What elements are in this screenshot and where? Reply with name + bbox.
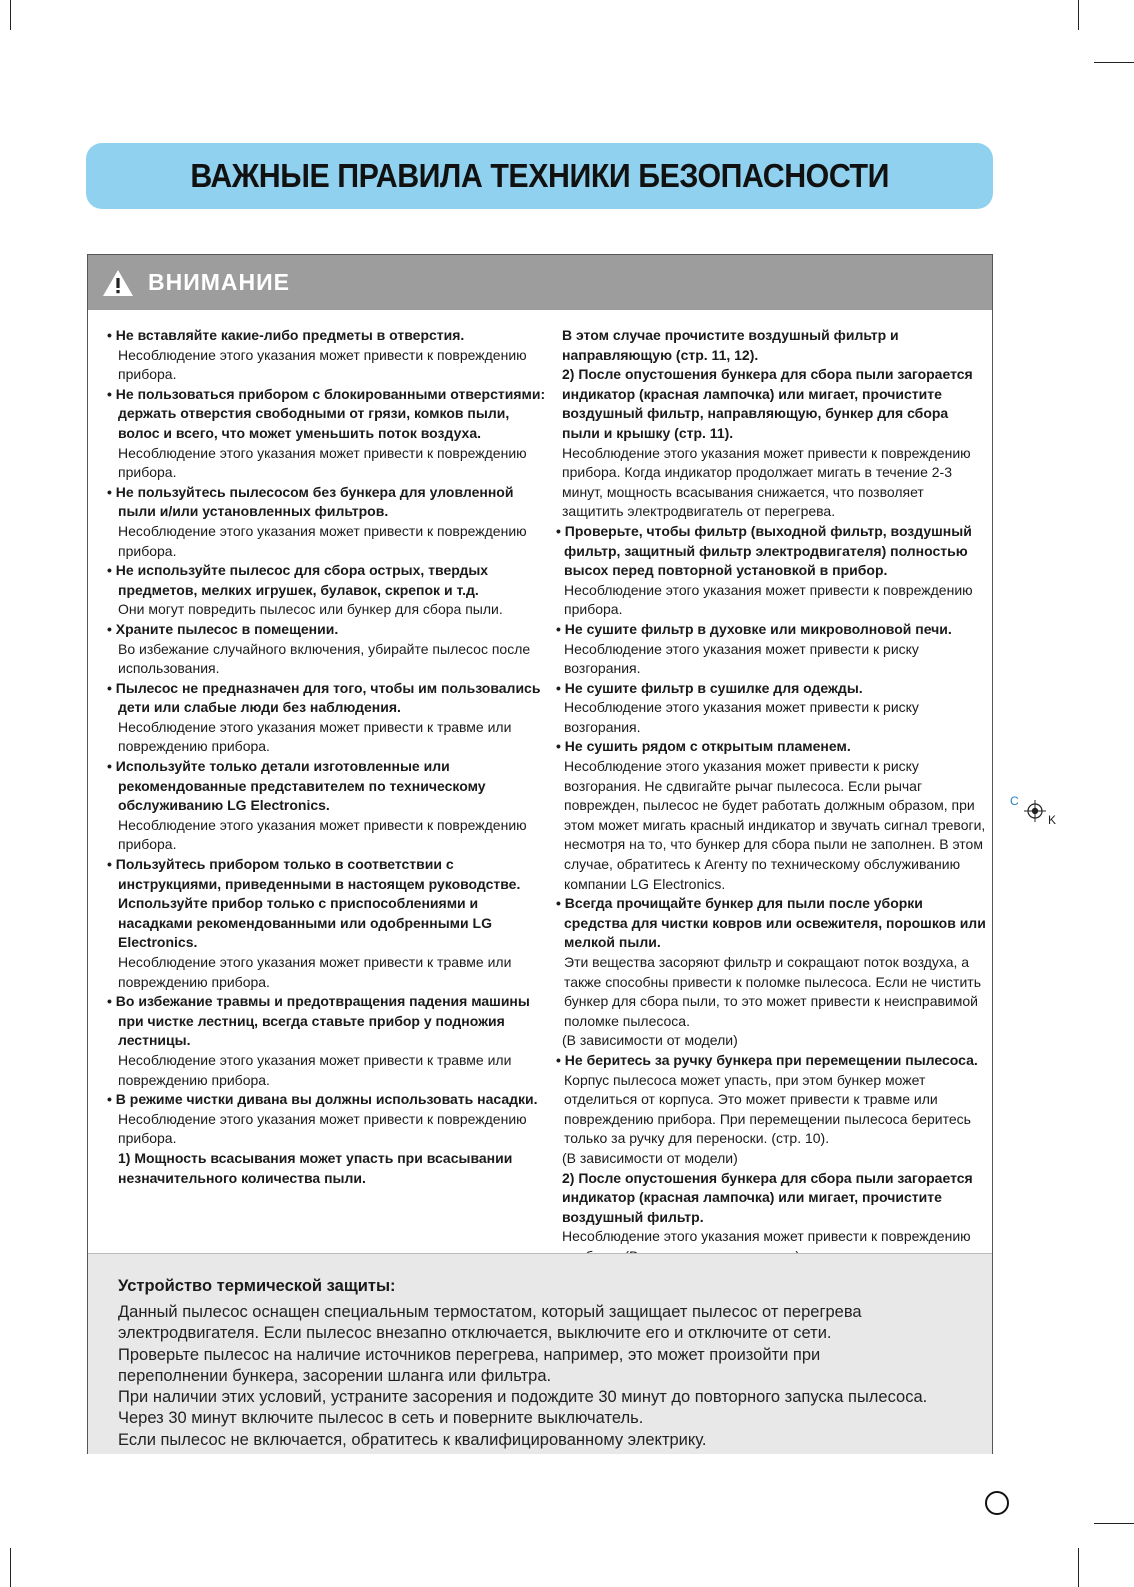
thermal-heading: Устройство термической защиты: [118,1277,396,1295]
warning-header [88,255,992,310]
right-tail-normal: Несоблюдение этого указания может привести к повреждению [562,1228,971,1245]
warning-triangle-icon [102,269,134,297]
item-bold: • Используйте только детали изготовленные или рекомендованные представителем по техническому обслуживанию LG Electronics. [103,757,548,816]
item-bold: • Не сушить рядом с открытым пламенем. [556,737,986,757]
page-title: ВАЖНЫЕ ПРАВИЛА ТЕХНИКИ БЕЗОПАСНОСТИ [190,157,889,194]
item-text: Несоблюдение этого указания может привести к повреждению прибора. [118,444,527,481]
item-text: Эти вещества засоряют фильтр и сокращают поток воздуха, а также способны привести к поломке пылесоса. Если не чистить бункер для сбора пыли, то это может привести к неисправимой поломке пылесоса. [564,954,981,1029]
crop-mark [1094,1523,1134,1524]
item-text: Несоблюдение этого указания может привести к травме или повреждению прибора. [118,1051,512,1088]
item-text: Они могут повредить пылесос или бункер для сбора пыли. [118,601,503,618]
page-title-banner [86,143,993,209]
thermal-line: Данный пылесос оснащен специальным термостатом, который защищает пылесос от перегрева [118,1303,862,1321]
thermal-line: Если пылесос не включается, обратитесь к квалифицированному электрику. [118,1430,707,1449]
item-bold: • Храните пылесос в помещении. [103,620,548,640]
item-text: Несоблюдение этого указания может привести к травме или повреждению прибора. [118,954,512,990]
list-item [103,679,548,757]
list-item [556,737,986,894]
list-item [103,855,548,992]
thermal-line: Через 30 минут включите пылесос в сеть и поверните выключатель. [118,1409,644,1428]
crop-mark [1094,62,1134,63]
left-tail-note: 1) Мощность всасывания может упасть при всасывании незначительного количества пыли. [118,1149,513,1186]
page-number-circle [985,1491,1009,1515]
model-note: (В зависимости от модели) [562,1149,738,1166]
item-text: Во избежание случайного включения, убирайте пылесос после использования. [118,640,531,677]
list-item [103,620,548,679]
item-bold: • Не пользуйтесь пылесосом без бункера для уловленной пыли и/или установленных фильтров. [103,483,548,522]
item-text: Несоблюдение этого указания может привести к повреждению прибора. [118,522,527,559]
item-text: Несоблюдение этого указания может привести к риску возгорания. [564,640,919,677]
crop-mark [10,0,11,30]
list-item [556,620,986,679]
regmark-c: C [1010,794,1019,808]
item-bold: • Не беритесь за ручку бункера при перемещении пылесоса. [556,1051,986,1071]
crop-mark [10,1548,11,1587]
thermal-protection-box [88,1253,992,1454]
item-bold: • Пользуйтесь прибором только в соответствии с инструкциями, приведенными в настоящем руководстве. Используйте прибор только с приспособлениями и насадками рекомендованными или одобренными LG Electronics. [103,855,548,953]
list-item [103,385,548,483]
thermal-line: переполнении бункера, засорении шланга или фильтра. [118,1366,552,1385]
item-bold: • Не сушите фильтр в духовке или микроволновой печи. [556,620,986,640]
item-bold: • Проверьте, чтобы фильтр (выходной фильтр, воздушный фильтр, защитный фильтр электродвигателя) полностью высох перед повторной установкой в прибор. [556,522,986,581]
regmark-k: K [1048,813,1057,827]
intro-text: Несоблюдение этого указания может привести к повреждению прибора. Когда индикатор продолжает мигать в течение 2-3 минут, мощность всасывания снижается, что позволяет защитить электродвигатель от перегрева. [562,444,971,520]
thermal-line: При наличии этих условий, устраните засорения и подождите 30 минут до повторного запуска пылесоса. [118,1388,928,1407]
list-item [556,1051,986,1169]
item-text: Несоблюдение этого указания может привести к риску возгорания. [564,699,919,735]
warning-label: ВНИМАНИЕ [148,269,291,295]
item-bold: • Всегда прочищайте бункер для пыли после уборки средства для чистки ковров или освежителя, порошков или мелкой пыли. [556,894,986,953]
intro-bold: 2) После опустошения бункера для сбора пыли загорается индикатор (красная лампочка) или мигает, прочистите воздушный фильтр, направляющую, бункер для сбора пыли и крышку (стр. 11). [562,366,973,441]
item-bold: • Не используйте пылесос для сбора острых, твердых предметов, мелких игрушек, булавок, скрепок и т.д. [103,561,548,600]
model-note: (В зависимости от модели) [562,1032,738,1049]
list-item [103,992,548,1090]
list-item [103,483,548,561]
intro-bold: В этом случае прочистите воздушный фильтр и направляющую (стр. 11, 12). [562,327,899,363]
item-bold: • Не сушите фильтр в сушилке для одежды. [556,679,986,699]
list-item [556,679,986,738]
crop-mark [1078,1548,1079,1587]
item-bold: • Пылесос не предназначен для того, чтобы им пользовались дети или слабые люди без наблюдения. [103,679,548,718]
thermal-line: электродвигателя. Если пылесос внезапно отключается, выключите его и отключите от сети. [118,1324,832,1343]
right-column [556,326,986,1267]
list-item [103,561,548,620]
item-bold: • Не пользоваться прибором с блокированными отверстиями: держать отверстия свободными от грязи, комков пыли, волос и всего, что может уменьшить поток воздуха. [103,385,548,444]
item-bold: • Во избежание травмы и предотвращения падения машины при чистке лестниц, всегда ставьте прибор у подножия лестницы. [103,992,548,1051]
registration-mark-icon [1010,793,1060,829]
item-bold: • Не вставляйте какие-либо предметы в отверстия. [103,326,548,346]
list-item [556,522,986,620]
warning-frame [87,254,993,1454]
item-text: Несоблюдение этого указания может привести к повреждению прибора. [118,816,527,853]
crop-mark [1078,0,1079,30]
item-text: Несоблюдение этого указания может привести к травме или повреждению прибора. [118,718,512,755]
thermal-line: Проверьте пылесос на наличие источников перегрева, например, это может произойти при [118,1345,821,1364]
right-tail-bold: 2) После опустошения бункера для сбора пыли загорается индикатор (красная лампочка) или мигает, прочистите воздушный фильтр. [562,1169,973,1225]
item-text: Несоблюдение этого указания может привести к повреждению прибора. [118,1110,527,1147]
left-column [103,326,548,1188]
list-item [103,326,548,385]
list-item [556,894,986,1051]
item-bold: • В режиме чистки дивана вы должны использовать насадки. [103,1090,548,1110]
item-text: Корпус пылесоса может упасть, при этом бункер может отделиться от корпуса. Это может привести к травме или повреждению прибора. При перемещении пылесоса беритесь только за ручку для переноски. (стр. 10). [564,1071,971,1147]
item-text: Несоблюдение этого указания может привести к повреждению прибора. [564,581,973,618]
item-text: Несоблюдение этого указания может привести к риску возгорания. Не сдвигайте рычаг пылесоса. Если рычаг поврежден, пылесос не будет работать должным образом, при этом может мигать красный индикатор и звучать сигнал тревоги, несмотря на то, что бункер для сбора пыли не заполнен. В этом случае, обратитесь к Агенту по техническому обслуживанию компании LG Electronics. [564,758,986,892]
list-item [103,757,548,855]
list-item [103,1090,548,1149]
item-text: Несоблюдение этого указания может привести к повреждению прибора. [118,346,527,383]
